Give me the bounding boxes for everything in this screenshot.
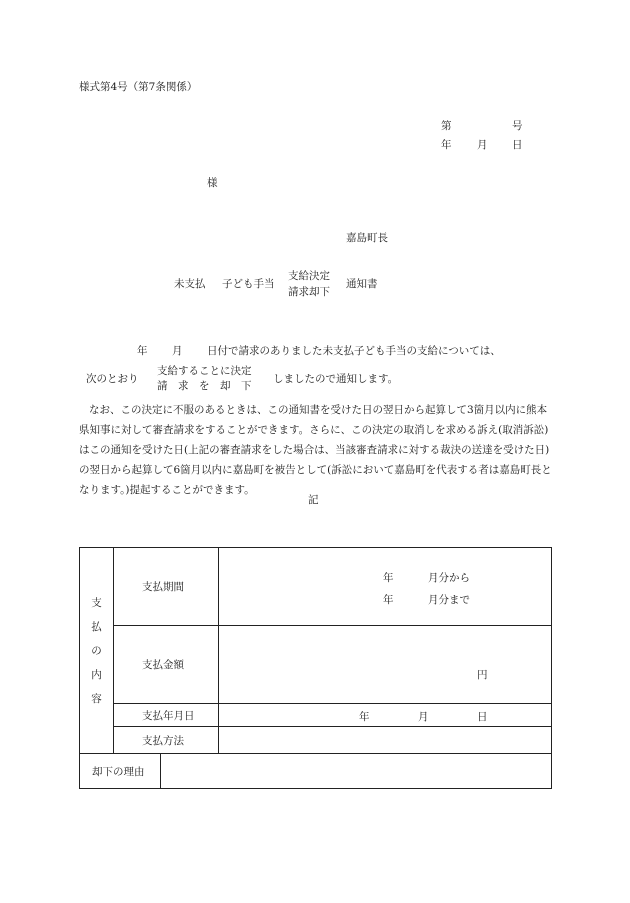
- title-option1: 支給決定: [288, 270, 330, 282]
- period-value: 年 月分から 年 月分まで: [219, 548, 552, 626]
- ki-mark: 記: [308, 494, 319, 506]
- date-value: 年 月 日: [219, 704, 552, 727]
- date-month: 月: [477, 139, 488, 151]
- payment-table: [79, 547, 552, 789]
- form-number: 様式第4号（第7条関係）: [79, 81, 198, 93]
- date-day: 日: [512, 139, 523, 151]
- body-line1-text: 日付で請求のありました未支払子ども手当の支給については、: [207, 345, 501, 357]
- reason-value: [161, 754, 552, 789]
- amount-value: 円: [219, 626, 552, 704]
- body-line2-option1: 支給することに決定: [157, 365, 252, 377]
- period-label: 支払期間: [114, 548, 219, 626]
- doc-no-dai: 第: [441, 120, 452, 132]
- body-line2-suffix: しましたので通知します。: [273, 373, 399, 385]
- issuer: 嘉島町長: [346, 232, 388, 244]
- body-line2-option2: 請 求 を 却 下: [157, 380, 252, 392]
- title-part2: 子ども手当: [222, 278, 275, 290]
- body-month: 月: [172, 345, 183, 357]
- body-line2-prefix: 次のとおり: [86, 373, 139, 385]
- title-option2: 請求却下: [288, 286, 330, 298]
- date-year: 年: [441, 139, 452, 151]
- title-part1: 未支払: [174, 278, 206, 290]
- method-label: 支払方法: [114, 727, 219, 754]
- amount-label: 支払金額: [114, 626, 219, 704]
- body-year: 年: [137, 345, 148, 357]
- addressee-suffix: 様: [207, 177, 218, 189]
- section-payment-contents: 支 払 の 内 容: [80, 548, 114, 754]
- reason-label: 却下の理由: [80, 754, 161, 789]
- doc-no-go: 号: [512, 120, 523, 132]
- appeal-notice-paragraph: なお、この決定に不服のあるときは、この通知書を受けた日の翌日から起算して3箇月以内に熊本県知事に対して審査請求をすることができます。さらに、この決定の取消しを求める訴え(取消訴訟)はこの通知を受けた日(上記の審査請求をした場合は、当該審査請求に対する裁決の送達を受けた日)の翌日から起算して6箇月以内に嘉島町を被告として(訴訟において嘉島町を代表する者は嘉島町長となります。)提起することができます。: [79, 404, 552, 496]
- date-label: 支払年月日: [114, 704, 219, 727]
- method-value: [219, 727, 552, 754]
- title-part3: 通知書: [346, 278, 378, 290]
